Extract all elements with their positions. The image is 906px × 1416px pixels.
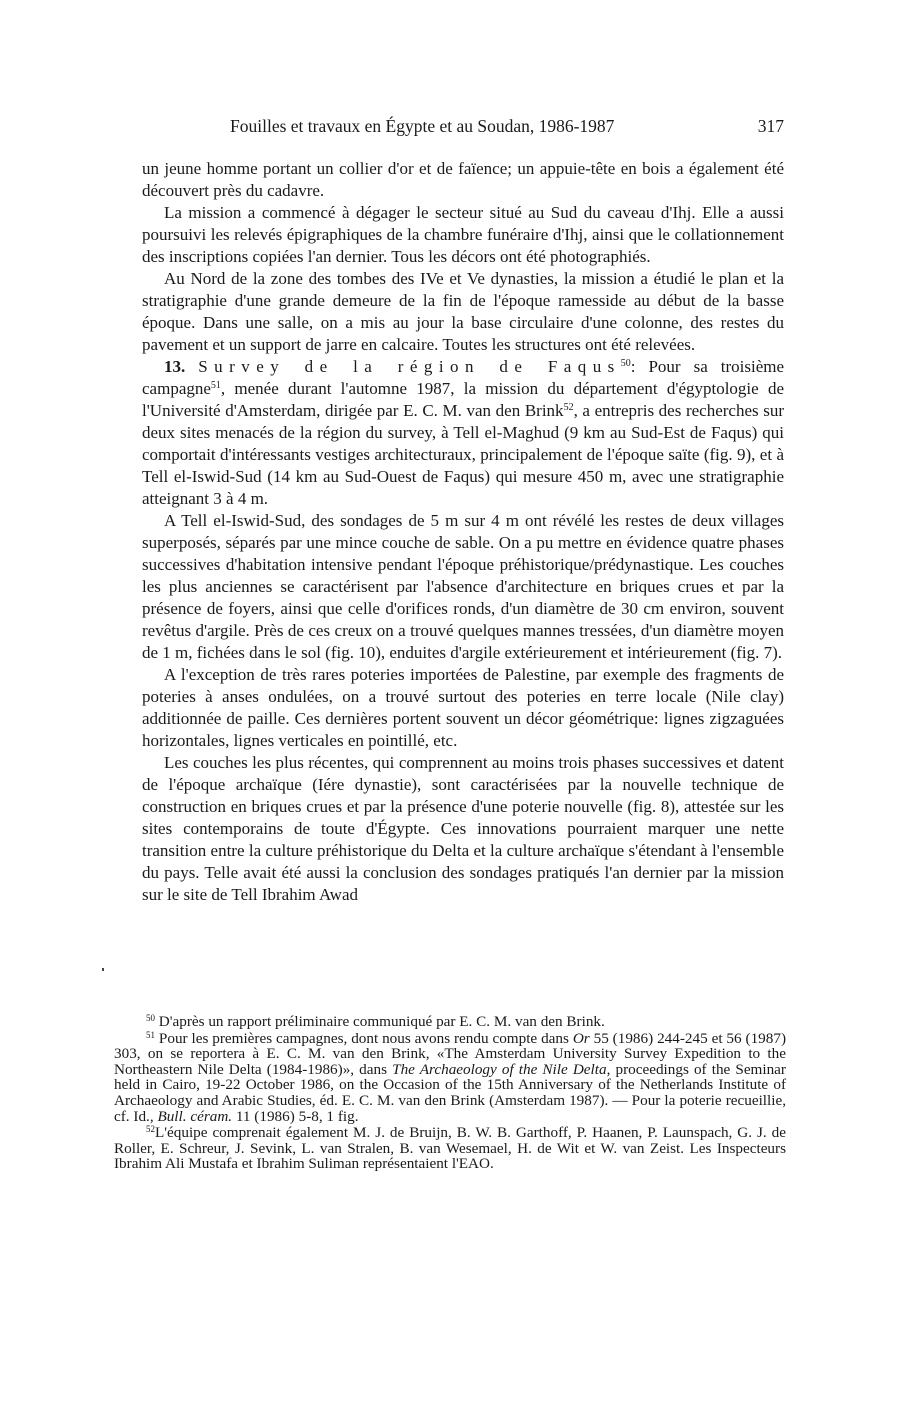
footnote-number: 52 [146,1124,155,1135]
running-title: Fouilles et travaux en Égypte et au Soudan, 1986-1987 [230,116,615,136]
footnotes [114,1014,786,1173]
book-title: The Archaeology of the Nile Delta [392,1060,607,1078]
footnote-ref: 52 [563,402,574,413]
journal-title: Bull. céram. [157,1107,233,1125]
paragraph: un jeune homme portant un collier d'or et de faïence; un appuie-tête en bois a également été découvert près du cadavre. [142,159,784,200]
paragraph: Au Nord de la zone des tombes des IVe et Ve dynasties, la mission a étudié le plan et la stratigraphie d'une grande demeure de la fin de l'époque ramesside au début de la basse époque. Dans une salle, on a mis au jour la base circulaire d'une colonne, des restes du pavement et un support de jarre en calcaire. Toutes les structures ont été relevées. [142,269,784,354]
text-run: 55 (1986) 244-245 et 56 (1987) 303, on se reportera à E. C. M. van den Brink, «The Amsterdam University Survey Expedition to the Northeastern Nile Delta (1984-1986)», dans [114,1029,787,1078]
footnote-text: L'équipe comprenait également M. J. de Bruijn, B. W. B. Garthoff, P. Haanen, P. Launspach, G. J. de Roller, E. Schreur, J. Sevink, L. van Stralen, B. van Wesemael, H. de Wit et W. van Zeist. Les Inspecteurs Ibrahim Ali Mustafa et Ibrahim Suliman représentaient l'EAO. [114,1124,786,1173]
footnote-number: 50 [146,1013,155,1023]
text-run: Pour les premières campagnes, dont nous avons rendu compte dans [158,1029,573,1047]
text-run: 11 (1986) 5-8, 1 fig. [232,1107,359,1125]
page-number: 317 [757,116,784,136]
journal-title: Or [572,1029,590,1047]
footnote-number: 51 [146,1029,155,1040]
paragraph: A Tell el-Iswid-Sud, des sondages de 5 m sur 4 m ont révélé les restes de deux villages superposés, séparés par une mince couche de sable. On a pu mettre en évidence quatre phases successives d'habitation intensive pendant l'époque préhistorique/prédynastique. Les couches les plus anciennes se caractérisent par l'absence d'architecture en briques crues et par la présence de foyers, ainsi que celle d'orifices ronds, d'un diamètre de 30 cm environ, souvent revêtus d'argile. Près de ces creux on a trouvé quelques mannes tressées, d'un diamètre moyen de 1 m, fichées dans le sol (fig. 10), enduites d'argile extérieurement et intérieurement (fig. 7). [142,511,784,662]
section-paragraph-13 [142,356,784,510]
footnote-50 [114,1014,786,1030]
paragraph: Les couches les plus récentes, qui comprennent au moins trois phases successives et datent de l'époque archaïque (Iére dynastie), sont caractérisées par la nouvelle technique de construction en briques crues et par la présence d'une poterie nouvelle (fig. 8), attestée sur les sites contemporains de toute d'Égypte. Ces innovations pourraient marquer une nette transition entre la culture préhistorique du Delta et la culture archaïque s'étendant à l'ensemble du pays. Telle avait été aussi la conclusion des sondages pratiqués l'an dernier par la mission sur le site de Tell Ibrahim Awad [142,753,784,904]
margin-mark [102,968,104,971]
text-run: , proceedings of the Seminar held in Cairo, 19-22 October 1986, on the Occasion of the 15th Anniversary of the Netherlands Institute of Archaeology and Arabic Studies, éd. E. C. M. van den Brink (Amsterdam 1987). — Pour la poterie recueillie, cf. Id., [114,1060,786,1125]
footnote-text: D'après un rapport préliminaire communiqué par E. C. M. van den Brink. [158,1013,605,1030]
footnote-51 [114,1031,786,1125]
footnote-ref: 50 [620,358,631,369]
section-number: 13. [164,357,186,376]
paragraph: La mission a commencé à dégager le secteur situé au Sud du caveau d'Ihj. Elle a aussi poursuivi les relevés épigraphiques de la chambre funéraire d'Ihj, ainsi que le collationnement des inscriptions copiées l'an dernier. Tous les décors ont été photographiés. [142,203,784,266]
text-run: , a entrepris des recherches sur deux sites menacés de la région du survey, à Tell el-Maghud (9 km au Sud-Est de Faqus) qui comportait d'intéressants vestiges architecturaux, principalement de l'époque saïte (fig. 9), et à Tell el-Iswid-Sud (14 km au Sud-Ouest de Faqus) qui mesure 450 m, avec une stratigraphie atteignant 3 à 4 m. [142,401,784,508]
section-title: Survey de la région de Faqus [198,357,621,376]
paragraph: A l'exception de très rares poteries importées de Palestine, par exemple des fragments de poteries à anses ondulées, on a trouvé surtout des poteries en terre locale (Nile clay) additionnée de paille. Ces dernières portent souvent un décor géométrique: lignes zigzaguées horizontales, lignes verticales en pointillé, etc. [142,665,784,750]
running-header [142,116,784,140]
text-run: : Pour sa troisième campagne [142,357,785,398]
main-text [142,158,784,906]
footnote-52 [114,1125,786,1172]
text-run: , menée durant l'automne 1987, la mission du département d'égyptologie de l'Université d'Amsterdam, dirigée par E. C. M. van den Brink [142,379,784,420]
footnote-ref: 51 [210,380,221,391]
